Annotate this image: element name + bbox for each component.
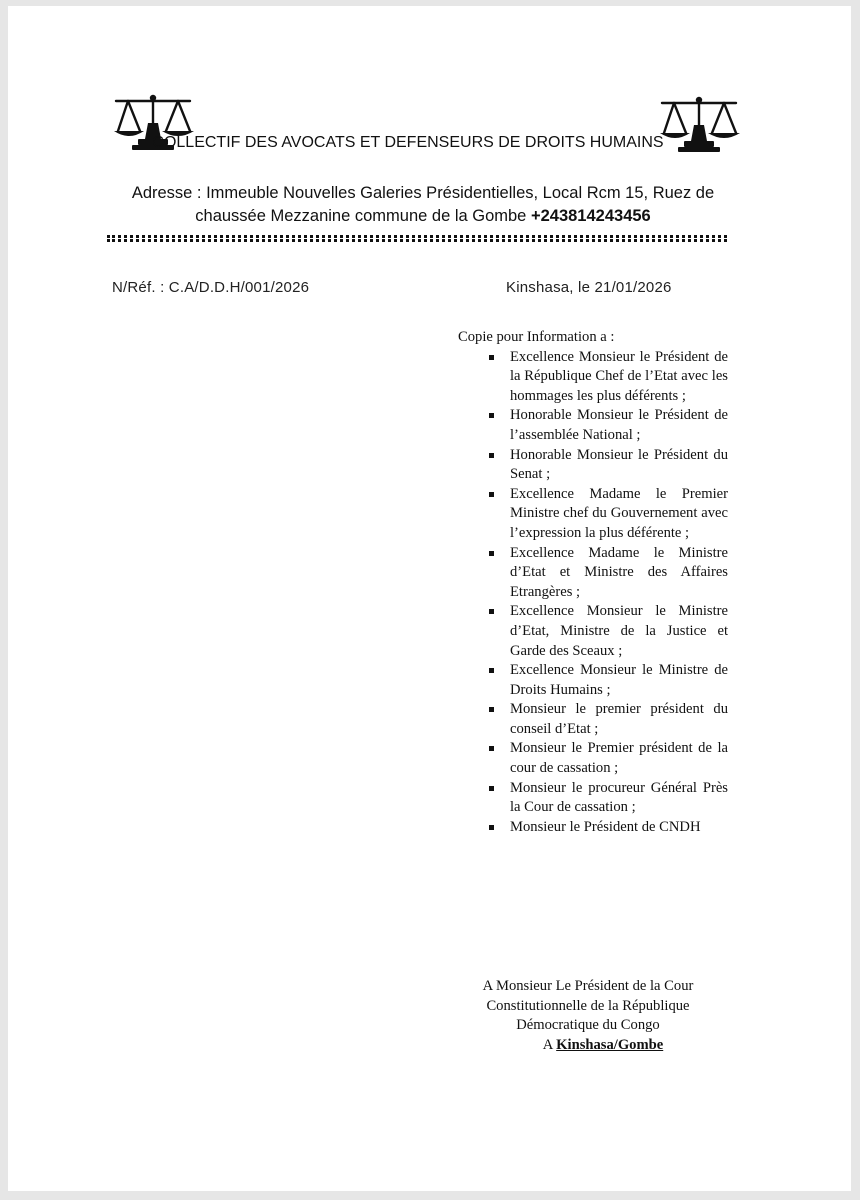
recipient-item: Excellence Madame le Ministre d’Etat et Ministre des Affaires Etrangères ;	[458, 544, 728, 603]
address-text: Adresse : Immeuble Nouvelles Galeries Présidentielles, Local Rcm 15, Ruez de chaussée Mezzanine commune de la Gombe	[131, 184, 715, 225]
recipient-item: Excellence Monsieur le Président de la République Chef de l’Etat avec les hommages les plus déférents ;	[458, 348, 728, 407]
copy-heading: Copie pour Information a :	[458, 329, 615, 345]
recipient-list	[458, 348, 728, 838]
addressee-prefix: A	[542, 1036, 553, 1053]
addressee-line: Constitutionnelle de la République	[486, 997, 690, 1014]
recipient-item: Monsieur le premier président du conseil d’Etat ;	[458, 700, 728, 739]
phone-number: +243814243456	[530, 207, 651, 225]
recipient-item: Excellence Monsieur le Ministre d’Etat, Ministre de la Justice et Garde des Sceaux ;	[458, 602, 728, 661]
header-divider	[107, 235, 727, 238]
addressee-line: A Monsieur Le Président de la Cour	[482, 978, 694, 994]
recipient-item: Monsieur le Président de CNDH	[458, 818, 728, 838]
addressee-line: Démocratique du Congo	[516, 1017, 660, 1034]
copy-for-information	[458, 328, 728, 837]
recipient-item: Honorable Monsieur le Président du Senat ;	[458, 446, 728, 485]
recipient-item: Excellence Madame le Premier Ministre chef du Gouvernement avec l’expression la plus déférente ;	[458, 485, 728, 544]
recipient-item: Honorable Monsieur le Président de l’assemblée National ;	[458, 406, 728, 445]
addressee-city: Kinshasa/Gombe	[556, 1036, 664, 1053]
letter-page	[8, 6, 851, 1191]
place-and-date: Kinshasa, le 21/01/2026	[506, 279, 672, 296]
header-divider	[107, 239, 727, 242]
reference-number: N/Réf. : C.A/D.D.H/001/2026	[112, 279, 310, 296]
addressee-city-line	[438, 1036, 738, 1056]
recipient-item: Monsieur le procureur Général Près la Cour de cassation ;	[458, 779, 728, 818]
recipient-item: Excellence Monsieur le Ministre de Droits Humains ;	[458, 661, 728, 700]
addressee-block	[438, 977, 738, 1055]
recipient-item: Monsieur le Premier président de la cour de cassation ;	[458, 739, 728, 778]
organization-address	[118, 182, 728, 228]
organization-name: COLLECTIF DES AVOCATS ET DEFENSEURS DE DROITS HUMAINS	[152, 134, 664, 151]
